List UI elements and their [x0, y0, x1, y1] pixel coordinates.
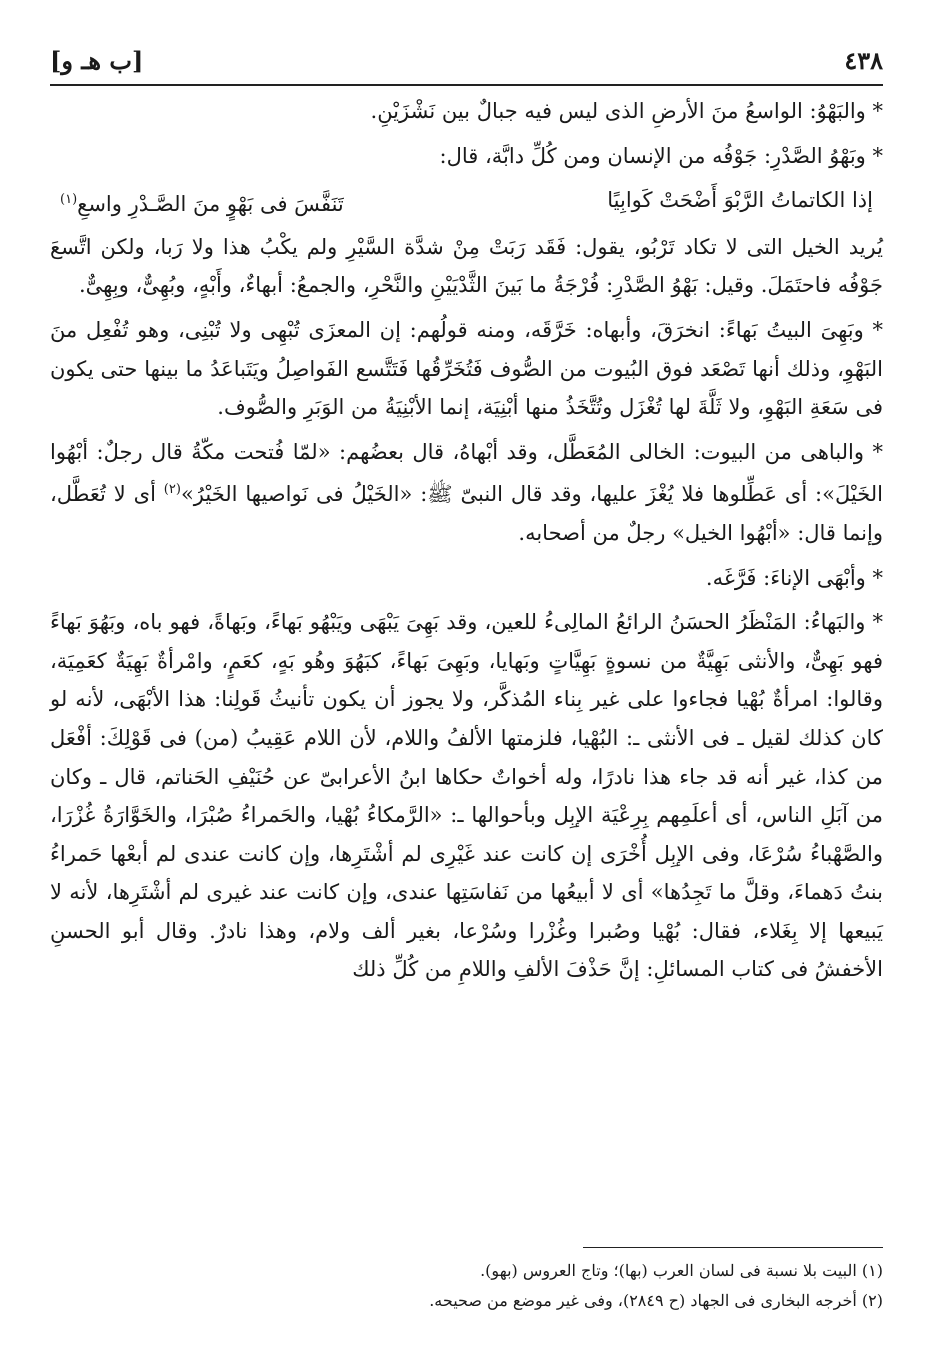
- paragraph-bahi-text-b: أى لا تُعَطَّل، وإنما قال: «أبْهُوا الخيل» رجلٌ من أصحابه.: [50, 482, 883, 545]
- main-text: [50, 92, 883, 995]
- footnote-divider: [583, 1247, 883, 1248]
- paragraph-bahi-text-a: * والباهى من البيوت: الخالى المُعَطَّل، وقد أبْهاهُ، قال بعضُهم: «لمّا فُتحت مكّةُ قال رجلٌ: أبْهُوا الخَيْلَ»: أى عَطِّلوها فلا يُغْزَ عليها، وقد قال النبىّ ﷺ: «الخَيْلُ فى نَواصيها الخَيْرُ»: [50, 439, 883, 507]
- header-divider: [50, 84, 883, 86]
- paragraph-bahaa: * والبَهاءُ: المَنْظَرُ الحسَنُ الرائعُ المالِىءُ للعين، وقد بَهِىَ يَبْهَى ويَبْهُو بَهاءً، وبَهاةً، فهو باه، وبَهُوَ بَهاءً فهو بَهِىٌّ، والأنثى بَهِيَّةٌ من نسوةٍ بَهِيَّاتٍ وبَهايا، وبَهِىَ بَهاءً، كبَهُوَ وهُو بَهٍ، كعَمٍ، وامْرأةٌ بَهِيَةٌ كعَمِيَة، وقالوا: امرأةٌ بُهْيا فجاءوا على غير بِناء المُذكَّر، ولا يجوز أن يكون تأنيثُ قَولِنا: هذا الأبْهَى، لأنه لو كان كذلك لقيل ـ فى الأنثى ـ: البُهْيا، فلزمتها الألفُ واللام، لأن اللام عَقِيبُ (من) فى قَوْلِكَ: أفْعَل من كذا، غير أنه قد جاء هذا نادرًا، وله أخواتٌ حكاها ابنُ الأعرابىّ عن حُنَيْفِ الحَناتم، قال ـ وكان من آبَلِ الناس، أى أعلَمِهم بِرِعْيَة الإبِل وبأحوالها ـ: «الرَّمكاءُ بُهْيا، والحَمراءُ صُبْرَا، والخَوَّارَةُ غُزْرَا، والصَّهْباءُ سُرْعَا، وفى الإبِل أُخْرَى إن كانت عند غَيْرِى لم أشْتَرِها، وإن كانت عندى لم أبعْها حَمراءُ بنتُ دَهماءَ، وقلَّ ما تَجِدُها» أى لا أبيعُها من نَفاسَتِها عندى، وإن كانت عند غيرى لم أشْتَرِها، لأنه لا يَبيعها إلا بِغَلاء، فقال: بُهْيا وصُبرا وغُزْرا وسُرْعا، بغير ألف ولام، وهذا نادرٌ. وقال أبو الحسنِ الأخفشُ فى كتاب المسائلِ: إنَّ حَذْفَ الألفِ واللامِ من كُلِّ ذلك: [50, 610, 883, 982]
- footnotes: [50, 1256, 883, 1316]
- footnote-2: (٢) أخرجه البخارى فى الجهاد (ح ٢٨٤٩)، وفى غير موضع من صحيحه.: [429, 1291, 883, 1310]
- paragraph-bahw-chest: * وبَهْوُ الصَّدْرِ: جَوْفُه من الإنسان ومن كُلِّ دابَّة، قال:: [439, 143, 883, 168]
- paragraph-bahw-land: * والبَهْوُ: الواسعُ منَ الأرضِ الذى ليس فيه جبالٌ بين نَشْزَيْنِ.: [370, 99, 883, 123]
- page-number: ٤٣٨: [844, 45, 883, 75]
- verse-first-hemistich: إذا الكاتماتُ الرَّبْوَ أَضْحَتْ كَوابِيًا: [607, 188, 873, 213]
- verse-second-text: تَنَفَّسَ فى بَهْوٍ منَ الصَّـدْرِ واسعِ: [77, 192, 344, 217]
- paragraph-verse-explanation: يُريد الخيل التى لا تكاد تَرْبُو، يقول: فَقَد رَبَتْ مِنْ شدَّة السَّيْرِ ولم يكْبُ هذا ولا رَبا، ولكن اتَّسعَ جَوْفُه فاحتَمَلَ. وقيل: بَهْوُ الصَّدْرِ: فُرْجَةُ ما بَينَ الثَّدْيَيْنِ والنَّحْرِ، والجمعُ: أبهاءٌ، وأَبْهٍ، وبُهِىٌّ، وبِهِىٌّ.: [50, 234, 883, 298]
- paragraph-abha-vessel: * وأبْهَى الإناءَ: فَرَّغَه.: [705, 565, 883, 590]
- section-letters: [ب هـ و]: [50, 45, 144, 75]
- footnote-ref-2[interactable]: (٢): [163, 482, 181, 498]
- paragraph-bahi-houses: [50, 433, 883, 553]
- footnote-ref-1[interactable]: (١): [60, 192, 78, 208]
- footnote-1: (١) البيت بلا نسبة فى لسان العرب (بها)؛ وتاج العروس (بهو).: [480, 1261, 883, 1280]
- poem-verse: [50, 181, 883, 224]
- verse-second-hemistich: [60, 181, 344, 224]
- paragraph-bahiya-house: * وبَهِىَ البيتُ بَهاءً: انخرَقَ، وأبهاه: خَرَّقَه، ومنه قولُهم: إن المعزَى تُبْهِى ولا تُبْنِى، وهو تُفْعِل منَ البَهْوِ، وذلك أنها تَصْعَد فوق البُيوت من الصُّوف فَتُخَرِّقُها فَتَتَّسع الفَواصِلُ ويَتَباعَدُ ما بينها حتى يكون فى سَعَةِ البَهْوِ، ولا ثَلَّةَ لها تُغْزَل وتُتَّخَذُ منها أبْنِيَة، إنما الأبْنِيَةُ من الوَبَرِ والصُّوف.: [50, 317, 884, 420]
- page-header: [50, 40, 883, 80]
